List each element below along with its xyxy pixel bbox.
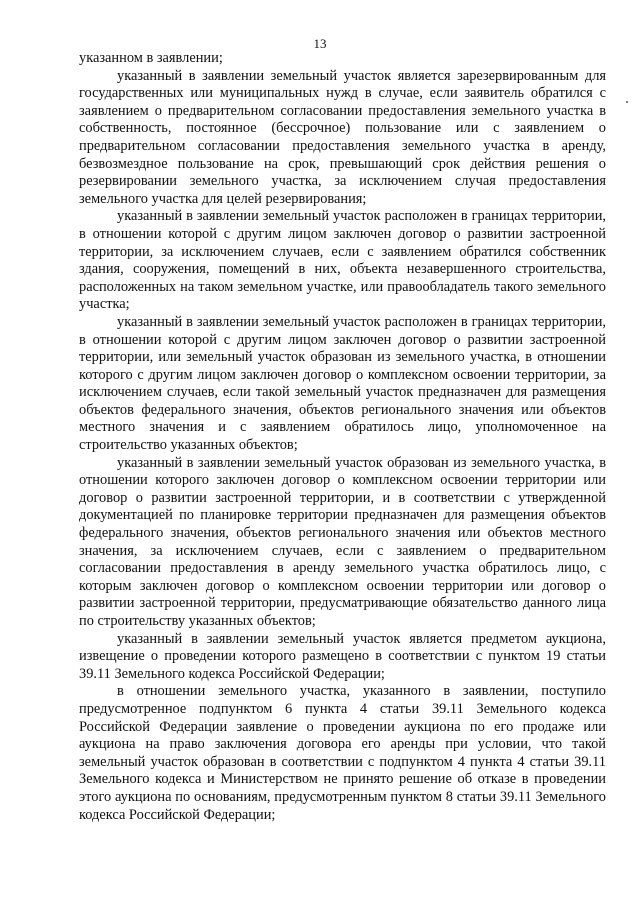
document-body (79, 50, 606, 824)
paragraph-continuation: указанном в заявлении; (79, 50, 223, 66)
scan-speck (626, 101, 628, 103)
paragraph-reserved-land: указанный в заявлении земельный участок является зарезервированным для государственных или муниципальных нужд в случае, если заявитель обратился с заявлением о предварительном согласовании предоставления земельного участка в собственность, постоянное (бессрочное) пользование или с заявлением о предварительном согласовании предоставления земельного участка в аренду, безвозмездное пользование на срок, превышающий срок действия решения о резервировании земельного участка, за исключением случая предоставления земельного участка для целей резервирования; (79, 67, 606, 207)
paragraph-auction-subject: указанный в заявлении земельный участок является предметом аукциона, извещение о проведении которого размещено в соответствии с пунктом 19 статьи 39.11 Земельного кодекса Российской Федерации; (79, 630, 606, 682)
page-number: 13 (313, 36, 327, 51)
paragraph-auction-application: в отношении земельного участка, указанного в заявлении, поступило предусмотренное подпунктом 6 пункта 4 статьи 39.11 Земельного кодекса Российской Федерации заявление о проведении аукциона по его продаже или аукциона на право заключения договора его аренды при условии, что такой земельный участок образован в соответствии с подпунктом 4 пункта 4 статьи 39.11 Земельного кодекса и Министерством не принято решение об отказе в проведении этого аукциона по основаниям, предусмотренным пунктом 8 статьи 39.11 Земельного кодекса Российской Федерации; (79, 683, 606, 823)
paragraph-complex-development: указанный в заявлении земельный участок расположен в границах территории, в отношении которой с другим лицом заключен договор о развитии застроенной территории, или земельный участок образован из земельного участка, в отношении которого с другим лицом заключен договор о комплексном освоении территории, за исключением случаев, если такой земельный участок предназначен для размещения объектов федерального значения, объектов регионального значения или объектов местного значения и с заявлением обратилось лицо, уполномоченное на строительство указанных объектов; (79, 313, 606, 454)
paragraph-planning-documentation: указанный в заявлении земельный участок образован из земельного участка, в отношении которого заключен договор о комплексном освоении территории или договор о развитии застроенной территории, и в соответствии с утвержденной документацией по планировке территории предназначен для размещения объектов федерального значения, объектов регионального значения или объектов местного значения, за исключением случаев, если с заявлением о предварительном согласовании предоставления в аренду земельного участка обратилось лицо, с которым заключен договор о комплексном освоении территории или договор о развитии застроенной территории, предусматривающие обязательство данного лица по строительству указанных объектов; (79, 454, 606, 629)
paragraph-developed-territory: указанный в заявлении земельный участок расположен в границах территории, в отношении которой с другим лицом заключен договор о развитии застроенной территории, за исключением случаев, если с заявлением обратился собственник здания, сооружения, помещений в них, объекта незавершенного строительства, расположенных на таком земельном участке, или правообладатель такого земельного участка; (79, 208, 606, 313)
